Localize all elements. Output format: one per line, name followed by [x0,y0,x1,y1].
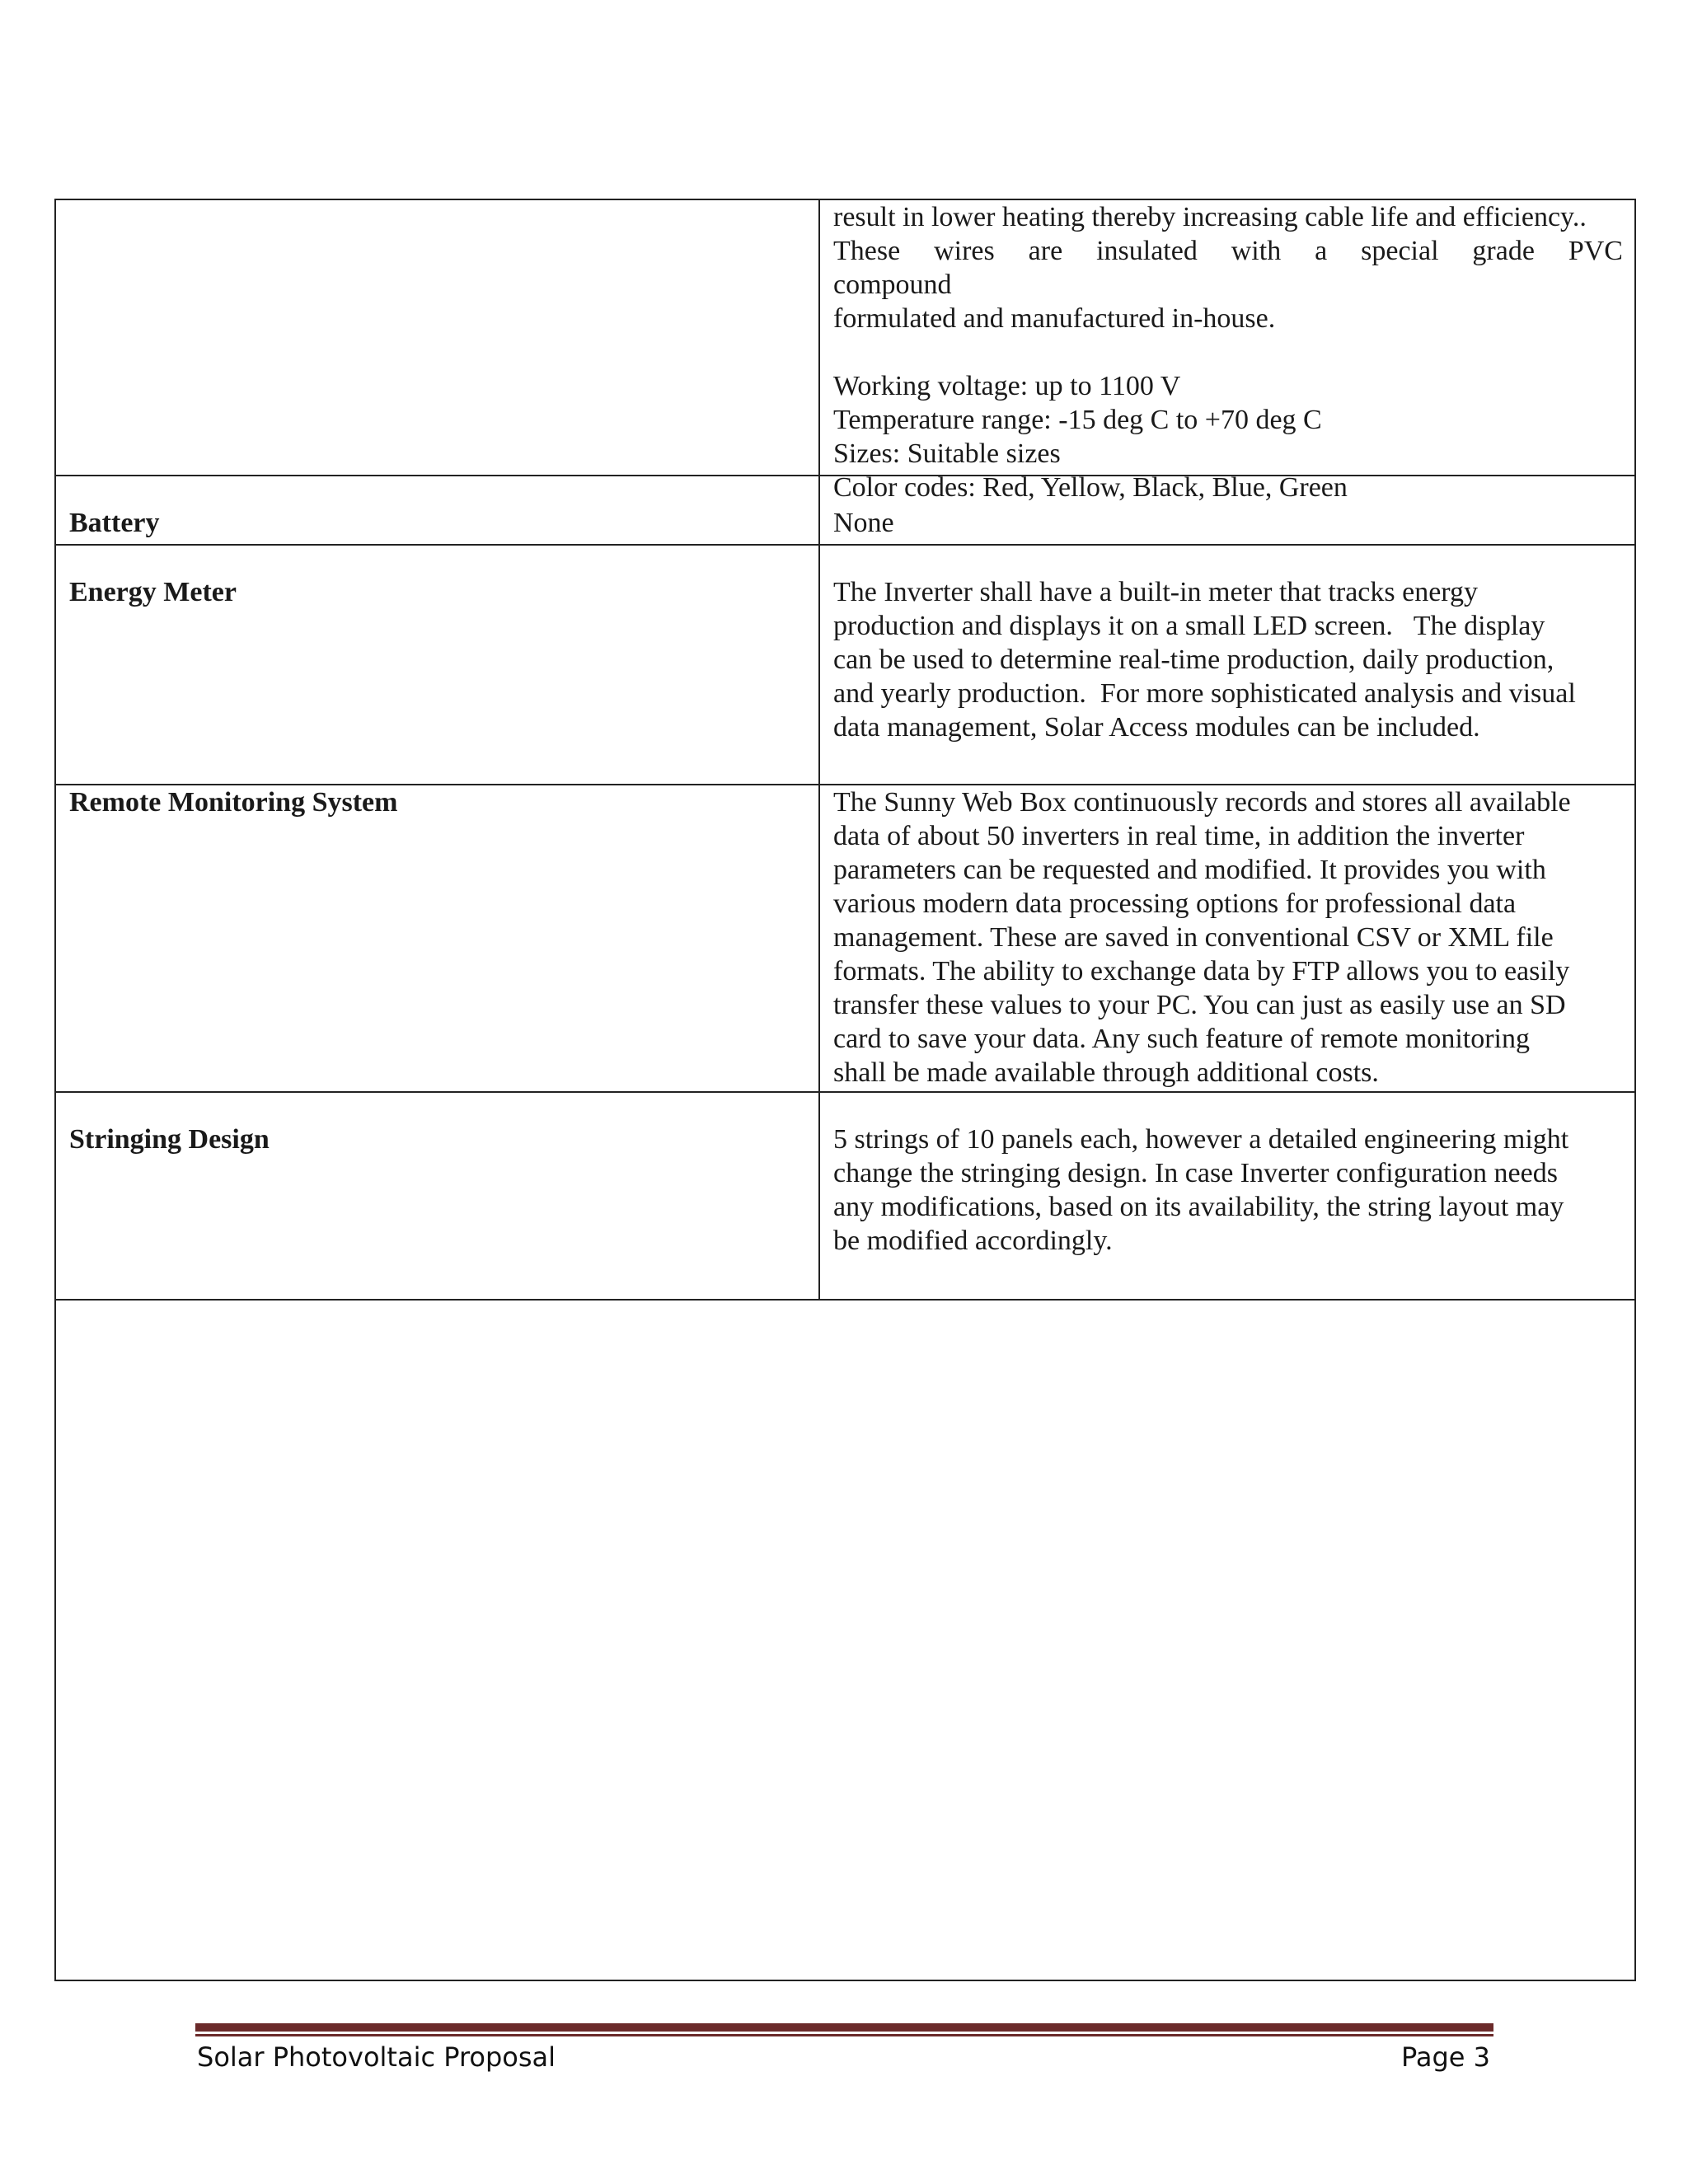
spec-temperature-range: Temperature range: -15 deg C to +70 deg C [833,405,1322,435]
table-row-battery [56,476,1634,546]
cable-text-line: result in lower heating thereby increasing cable life and efficiency.. [833,202,1587,232]
energy-meter-label: Energy Meter [69,577,237,607]
table-row-energy-meter [56,546,1634,785]
battery-label: Battery [69,508,160,538]
cable-text-line: These wires are insulated with a special grade PVC compound [833,236,1623,300]
remote-monitoring-description [833,785,1623,1090]
remote-monitoring-line: management. These are saved in conventional CSV or XML file [833,922,1554,953]
spec-working-voltage: Working voltage: up to 1100 V [833,371,1181,401]
cable-description [833,200,1623,504]
stringing-design-line: any modifications, based on its availability, the string layout may [833,1192,1564,1222]
spec-color-codes: Color codes: Red, Yellow, Black, Blue, Green [833,472,1348,503]
energy-meter-description [833,575,1623,744]
remote-monitoring-line: shall be made available through additional costs. [833,1057,1379,1088]
stringing-design-label: Stringing Design [69,1124,270,1155]
remote-monitoring-line: parameters can be requested and modified. It provides you with [833,855,1546,885]
energy-meter-line: can be used to determine real-time production, daily production, [833,644,1554,675]
specification-table [54,199,1636,1981]
remote-monitoring-label: Remote Monitoring System [69,787,398,818]
empty-table-cell [56,1301,1634,1980]
remote-monitoring-line: transfer these values to your PC. You can just as easily use an SD [833,990,1566,1020]
stringing-design-line: change the stringing design. In case Inverter configuration needs [833,1158,1558,1188]
table-row-stringing-design [56,1093,1634,1301]
remote-monitoring-line: formats. The ability to exchange data by FTP allows you to easily [833,956,1570,987]
energy-meter-line: and yearly production. For more sophisticated analysis and visual [833,678,1576,709]
remote-monitoring-line: The Sunny Web Box continuously records and stores all available [833,787,1571,818]
table-row-remote-monitoring [56,785,1634,1093]
energy-meter-line: The Inverter shall have a built-in meter that tracks energy [833,577,1478,607]
remote-monitoring-line: various modern data processing options for professional data [833,888,1517,919]
paragraph-spacer [833,335,1623,369]
spec-sizes: Sizes: Suitable sizes [833,438,1061,469]
footer-page-number: Page 3 [1401,2041,1490,2073]
table-row-cable [56,200,1634,503]
stringing-design-description [833,1122,1623,1258]
cable-text-line: formulated and manufactured in-house. [833,303,1276,334]
remote-monitoring-line: data of about 50 inverters in real time, in addition the inverter [833,821,1525,851]
stringing-design-line: 5 strings of 10 panels each, however a detailed engineering might [833,1124,1569,1155]
energy-meter-line: data management, Solar Access modules can be included. [833,712,1480,743]
remote-monitoring-line: card to save your data. Any such feature of remote monitoring [833,1024,1531,1054]
energy-meter-line: production and displays it on a small LED screen. The display [833,611,1545,641]
battery-value: None [833,508,894,538]
footer-document-title: Solar Photovoltaic Proposal [197,2041,556,2073]
footer-rule-thick [195,2023,1493,2032]
footer-rule-thin [195,2034,1493,2036]
stringing-design-line: be modified accordingly. [833,1226,1113,1256]
